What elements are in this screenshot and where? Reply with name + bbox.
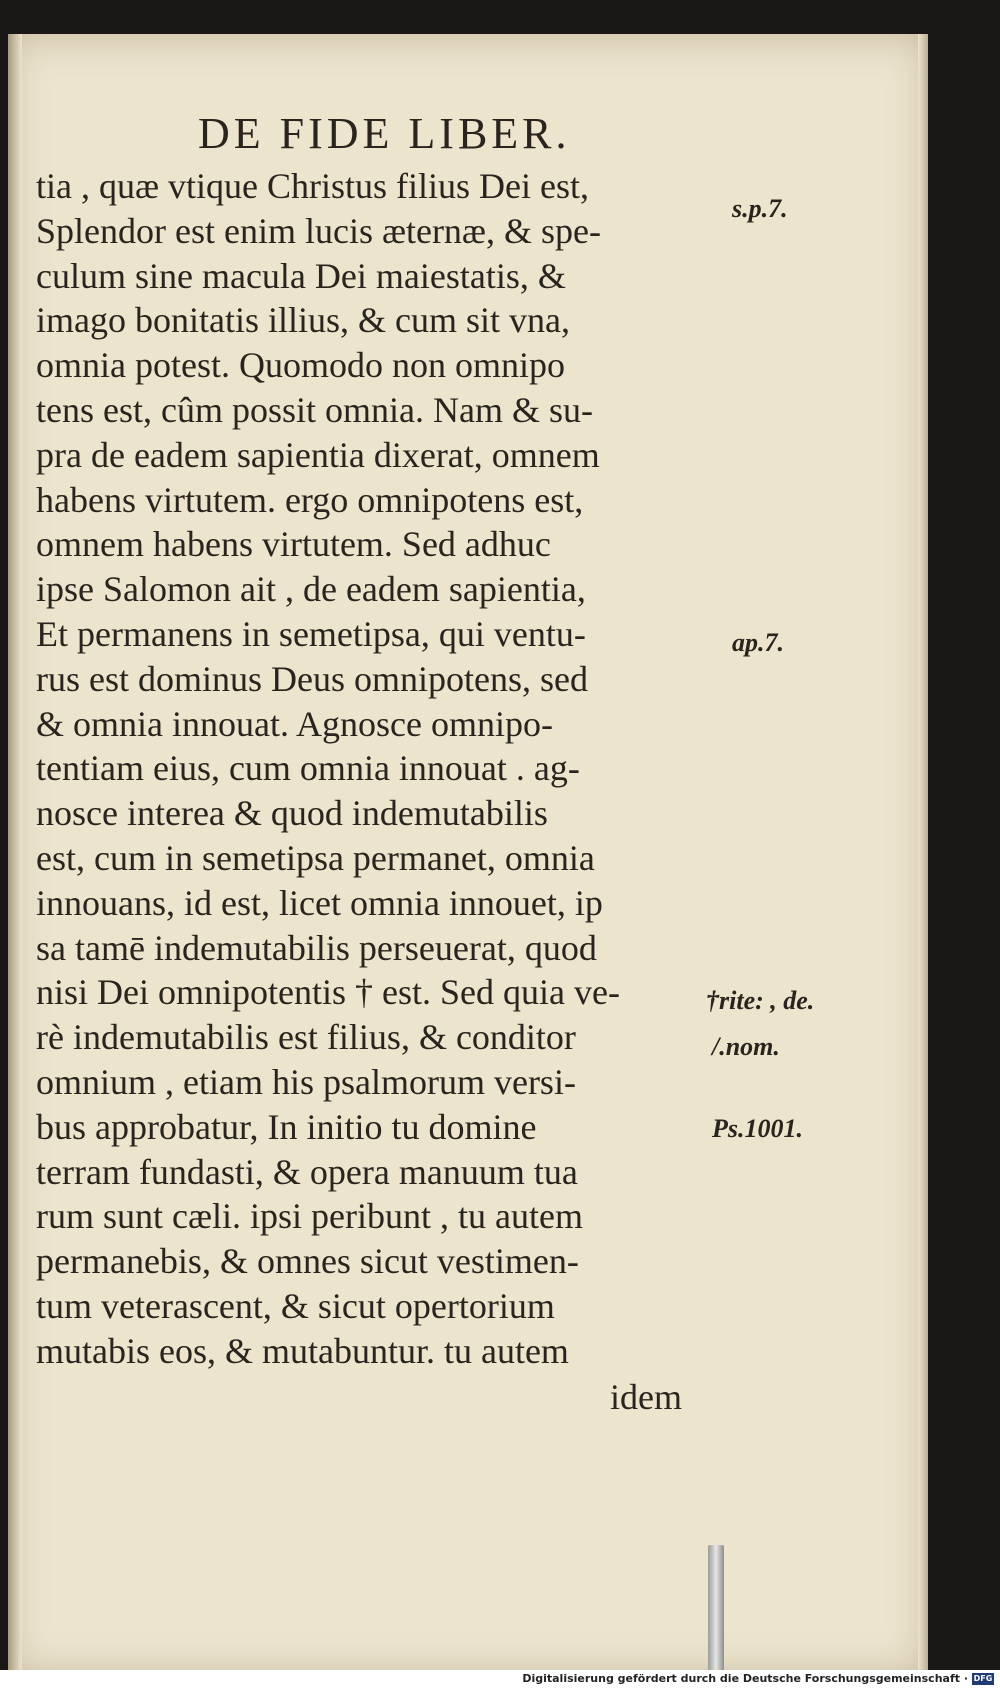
text-line: rus est dominus Deus omnipotens, sed <box>36 658 588 699</box>
running-head: DE FIDE LIBER. <box>198 109 571 158</box>
text-line: permanebis, & omnes sicut vestimen- <box>36 1241 579 1282</box>
margin-note: Ps.1001. <box>712 1114 803 1143</box>
funding-credit <box>522 1672 994 1685</box>
text-line: nisi Dei omnipotentis † est. Sed quia ve- <box>36 972 620 1013</box>
margin-note: †rite: , de. <box>706 986 815 1015</box>
catchword: idem <box>610 1377 682 1417</box>
dfg-logo: DFG <box>973 1673 993 1683</box>
text-line: pra de eadem sapientia dixerat, omnem <box>36 434 600 475</box>
text-line: omnia potest. Quomodo non omnipo <box>36 345 565 386</box>
text-line: est, cum in semetipsa permanet, omnia <box>36 837 595 878</box>
footer-bar <box>0 1670 1000 1690</box>
text-line: & omnia innouat. Agnosce omnipo- <box>36 703 553 744</box>
text-line: ipse Salomon ait , de eadem sapientia, <box>36 569 586 610</box>
bookmark-ribbon <box>708 1545 724 1680</box>
text-line: omnem habens virtutem. Sed adhuc <box>36 524 551 565</box>
text-line: terram fundasti, & opera manuum tua <box>36 1151 578 1192</box>
page-gutter-shadow <box>8 34 22 1676</box>
text-line: habens virtutem. ergo omnipotens est, <box>36 479 584 520</box>
text-line: tens est, cûm possit omnia. Nam & su- <box>36 389 593 430</box>
text-line: sa tamē indemutabilis perseuerat, quod <box>36 927 597 968</box>
text-line: tum veterascent, & sicut opertorium <box>36 1285 555 1326</box>
text-line: tia , quæ vtique Christus filius Dei est, <box>36 166 589 206</box>
text-line: culum sine macula Dei maiestatis, & <box>36 255 566 296</box>
text-line: innouans, id est, licet omnia innouet, ip <box>36 882 603 923</box>
margin-note: ap.7. <box>732 628 784 657</box>
margin-note: /.nom. <box>712 1032 780 1061</box>
text-line: bus approbatur, In initio tu domine <box>36 1106 537 1147</box>
funding-credit-text: Digitalisierung gefördert durch die Deutsche Forschungsgemeinschaft · <box>522 1672 968 1685</box>
text-line: omnium , etiam his psalmorum versi- <box>36 1061 576 1102</box>
text-line: rum sunt cæli. ipsi peribunt , tu autem <box>36 1196 583 1237</box>
page-edge-shadow <box>918 34 928 1676</box>
text-line: tentiam eius, cum omnia innouat . ag- <box>36 748 580 789</box>
text-line: nosce interea & quod indemutabilis <box>36 793 548 834</box>
text-line: mutabis eos, & mutabuntur. tu autem <box>36 1330 569 1371</box>
text-line: rè indemutabilis est filius, & conditor <box>36 1017 576 1058</box>
text-line: imago bonitatis illius, & cum sit vna, <box>36 300 570 341</box>
margin-note: s.p.7. <box>732 194 788 223</box>
body-text <box>36 164 736 1374</box>
text-line: Et permanens in semetipsa, qui ventu- <box>36 613 586 654</box>
text-line: Splendor est enim lucis æternæ, & spe- <box>36 210 601 251</box>
